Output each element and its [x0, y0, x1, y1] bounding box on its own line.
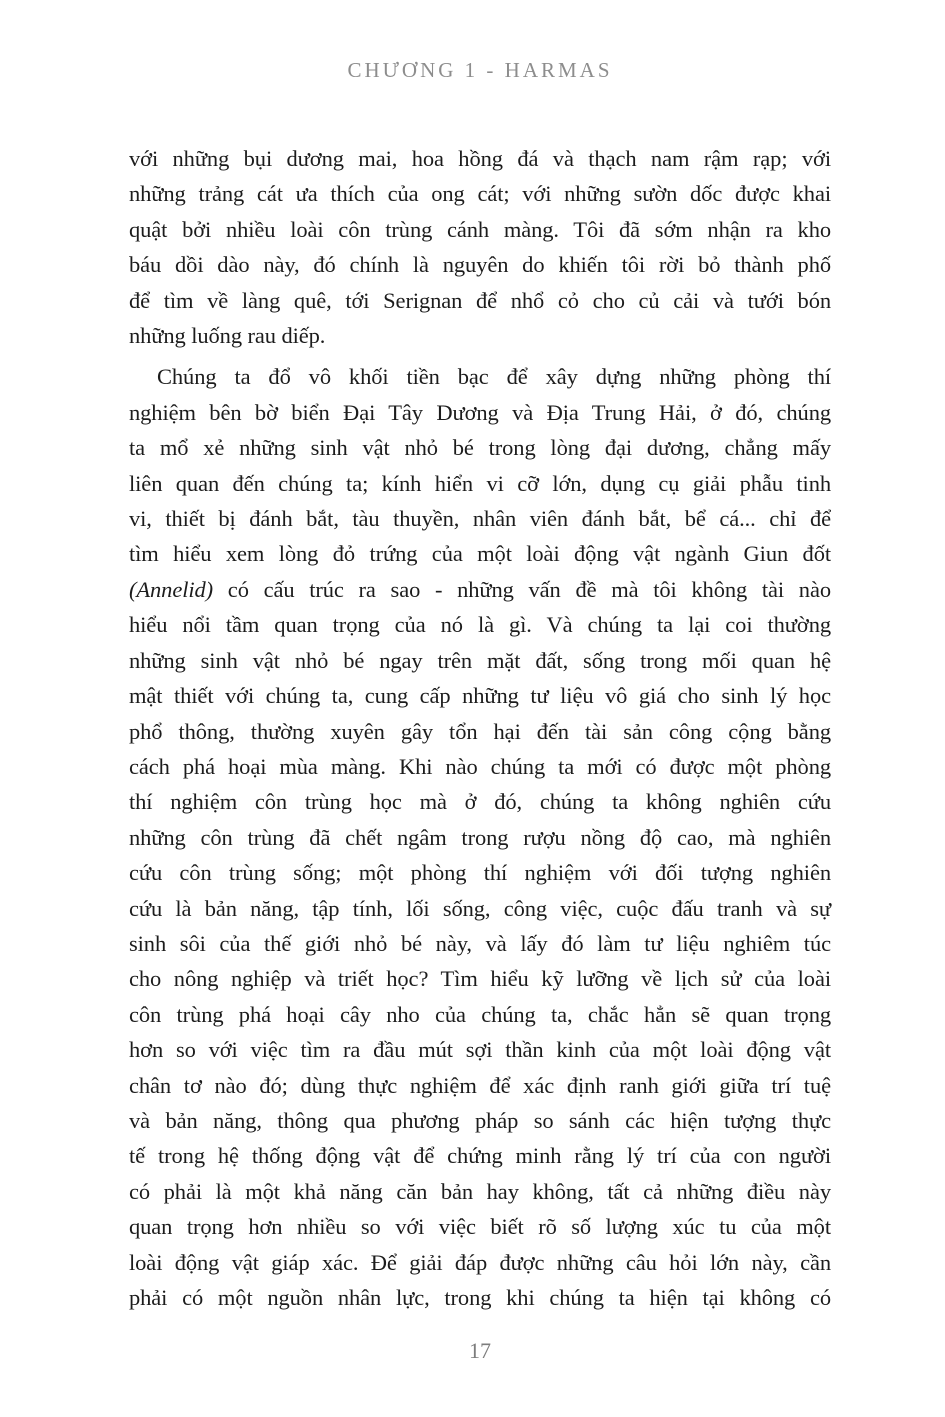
page-body [129, 141, 831, 1315]
text-segment: báu dồi dào này, đó chính là nguyên do khiến tôi rời bỏ thành phố [129, 252, 831, 278]
text-segment: Chúng ta đổ vô khối tiền bạc để xây dựng những phòng thí [157, 364, 831, 390]
text-segment: cách phá hoại mùa màng. Khi nào chúng ta mới có được một phòng [129, 753, 831, 779]
text-segment: cứu là bản năng, tập tính, lối sống, công việc, cuộc đấu tranh và sự [129, 895, 831, 921]
text-segment: thí nghiệm côn trùng học mà ở đó, chúng ta không nghiên cứu [129, 789, 831, 815]
text-segment: và bản năng, thông qua phương pháp so sánh các hiện tượng thực [129, 1107, 831, 1133]
text-segment: với những bụi dương mai, hoa hồng đá và thạch nam rậm rạp; với [129, 146, 831, 171]
text-line [129, 283, 831, 318]
text-line [129, 1032, 831, 1067]
text-line [129, 466, 831, 501]
text-line [129, 784, 831, 819]
text-line [129, 961, 831, 996]
text-segment: loài động vật giáp xác. Để giải đáp được những câu hỏi lớn này, cần [129, 1249, 831, 1275]
text-segment: hơn so với việc tìm ra đầu mút sợi thần kinh của một loài động vật [129, 1037, 831, 1063]
text-line [129, 1174, 831, 1209]
text-segment: cho nông nghiệp và triết học? Tìm hiểu kỹ lưỡng về lịch sử của loài [129, 966, 831, 992]
text-segment: mật thiết với chúng ta, cung cấp những tư liệu vô giá cho sinh lý học [129, 683, 831, 709]
text-segment: phải có một nguồn nhân lực, trong khi chúng ta hiện tại không có [129, 1285, 831, 1310]
text-line [129, 359, 831, 394]
italic-text-segment: (Annelid) [129, 576, 214, 602]
text-segment: nghiệm bên bờ biển Đại Tây Dương và Địa Trung Hải, ở đó, chúng [129, 399, 831, 425]
text-line [129, 607, 831, 642]
text-segment: chân tơ nào đó; dùng thực nghiệm để xác định ranh giới giữa trí tuệ [129, 1072, 831, 1098]
text-line [129, 1209, 831, 1244]
text-line [129, 820, 831, 855]
text-line [129, 891, 831, 926]
paragraph-2 [129, 359, 831, 1315]
text-line [129, 1103, 831, 1138]
text-segment: ta mổ xẻ những sinh vật nhỏ bé trong lòng đại dương, chẳng mấy [129, 435, 831, 461]
text-line [129, 926, 831, 961]
text-segment: phổ thông, thường xuyên gây tổn hại đến tài sản công cộng bằng [129, 718, 831, 744]
text-segment: có cấu trúc ra sao - những vấn đề mà tôi không tài nào [213, 576, 831, 602]
text-line [129, 395, 831, 430]
text-segment: hiểu nổi tầm quan trọng của nó là gì. Và chúng ta lại coi thường [129, 612, 831, 638]
text-segment: quan trọng hơn nhiều so với việc biết rõ số lượng xúc tu của một [129, 1214, 831, 1240]
text-line [129, 643, 831, 678]
text-segment: những côn trùng đã chết ngâm trong rượu nồng độ cao, mà nghiên [129, 824, 831, 850]
text-segment: quật bởi nhiều loài côn trùng cánh màng. Tôi đã sớm nhận ra kho [129, 216, 831, 242]
text-line [129, 1068, 831, 1103]
text-line [129, 678, 831, 713]
text-segment: liên quan đến chúng ta; kính hiển vi cỡ lớn, dụng cụ giải phẫu tinh [129, 470, 831, 496]
text-segment: những luống rau diếp. [129, 323, 326, 349]
text-line [129, 1280, 831, 1315]
running-header: CHƯƠNG 1 - HARMAS [347, 58, 613, 82]
text-segment: những trảng cát ưa thích của ong cát; với những sườn dốc được khai [129, 181, 831, 207]
text-line [129, 714, 831, 749]
text-line [129, 176, 831, 211]
text-line [129, 141, 831, 176]
text-line [129, 536, 831, 571]
text-line [129, 1138, 831, 1173]
text-segment: vi, thiết bị đánh bắt, tàu thuyền, nhân viên đánh bắt, bể cá... chỉ để [129, 506, 831, 532]
text-line [129, 1245, 831, 1280]
text-line [129, 855, 831, 890]
text-line [129, 318, 831, 353]
text-line [129, 212, 831, 247]
text-line [129, 572, 831, 607]
text-line [129, 247, 831, 282]
text-line [129, 997, 831, 1032]
text-line [129, 430, 831, 465]
text-segment: tế trong hệ thống động vật để chứng minh rằng lý trí của con người [129, 1143, 831, 1169]
page-number: 17 [469, 1338, 491, 1363]
text-segment: những sinh vật nhỏ bé ngay trên mặt đất, sống trong mối quan hệ [129, 647, 831, 673]
text-segment: côn trùng phá hoại cây nho của chúng ta, chắc hẳn sẽ quan trọng [129, 1001, 831, 1027]
text-segment: tìm hiểu xem lòng đỏ trứng của một loài động vật ngành Giun đốt [129, 541, 831, 567]
text-segment: cứu côn trùng sống; một phòng thí nghiệm với đối tượng nghiên [129, 860, 831, 886]
text-line [129, 501, 831, 536]
text-segment: sinh sôi của thế giới nhỏ bé này, và lấy đó làm tư liệu nghiêm túc [129, 930, 831, 956]
paragraph-1 [129, 141, 831, 353]
text-segment: có phải là một khả năng căn bản hay không, tất cả những điều này [129, 1178, 831, 1204]
text-line [129, 749, 831, 784]
text-segment: để tìm về làng quê, tới Serignan để nhổ cỏ cho củ cải và tưới bón [129, 287, 831, 313]
